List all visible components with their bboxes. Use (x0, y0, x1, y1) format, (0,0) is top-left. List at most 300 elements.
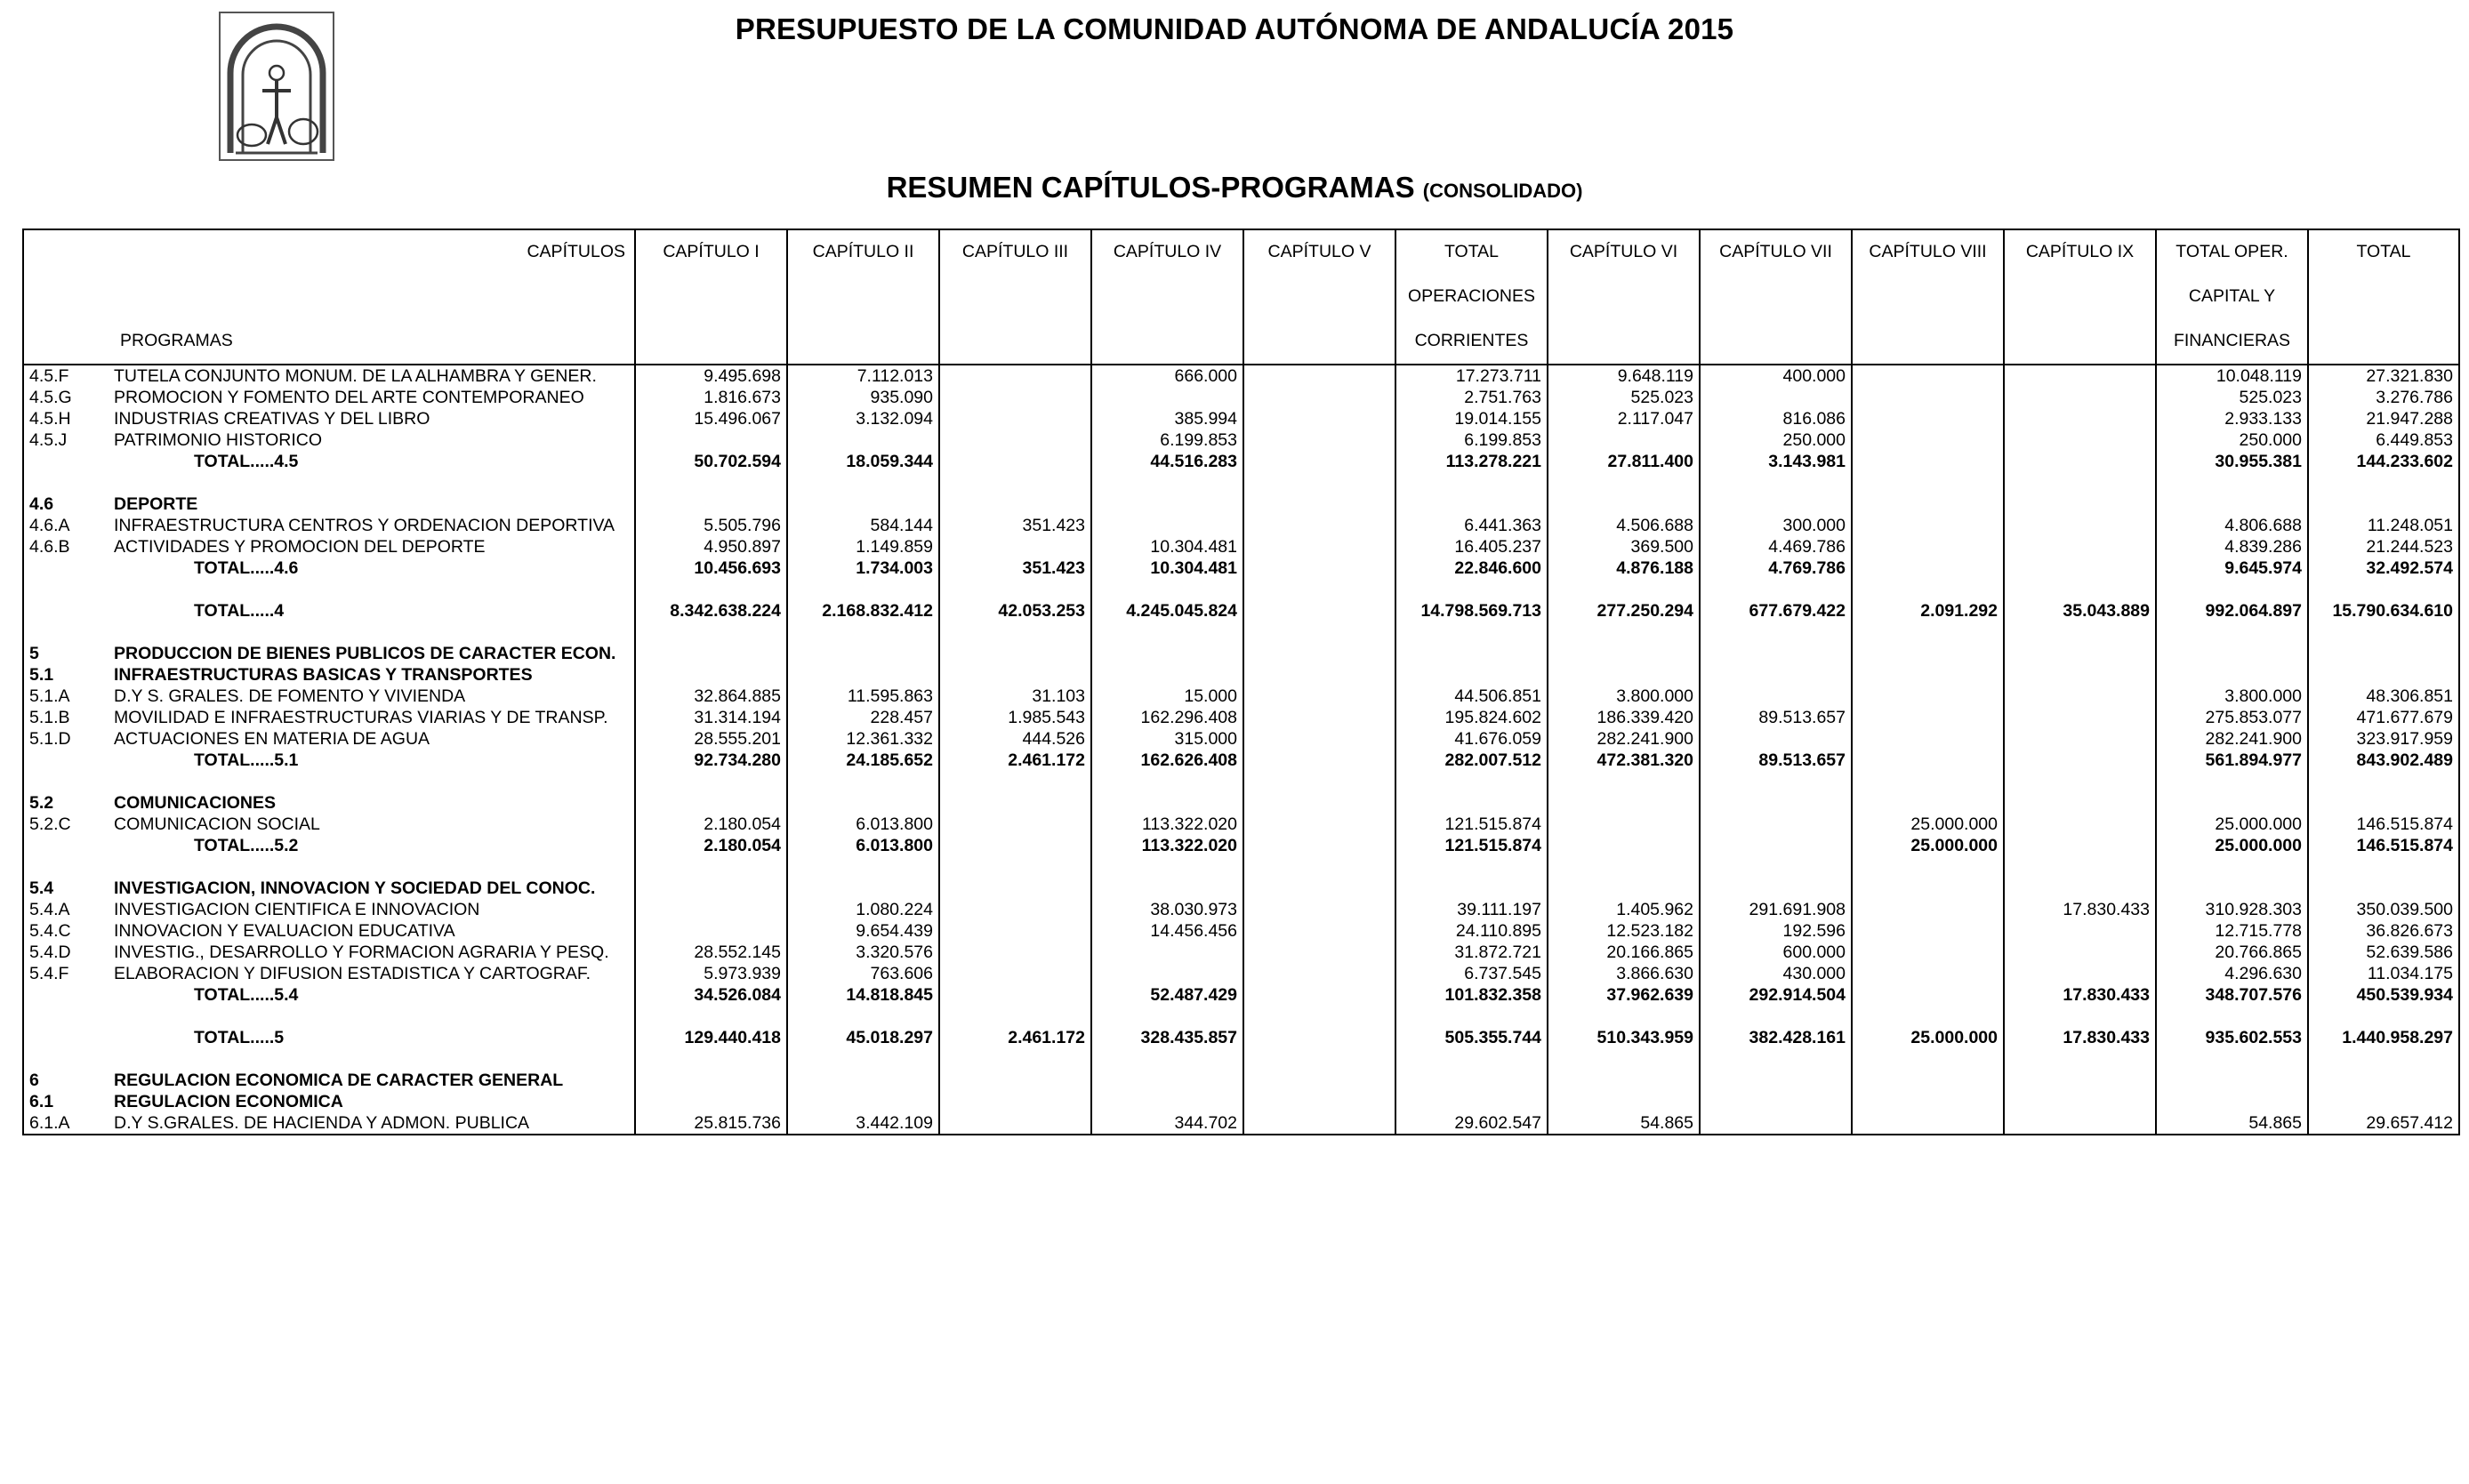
amount-cell (2004, 493, 2156, 515)
amount-cell (1548, 643, 1700, 664)
program-description: TOTAL.....5 (114, 1027, 635, 1048)
amount-cell (1548, 1091, 1700, 1112)
amount-cell (1852, 963, 2004, 984)
amount-cell: 348.707.576 (2156, 984, 2308, 1006)
empty-cell (1548, 472, 1700, 493)
amount-cell (1243, 493, 1395, 515)
col-header: CAPÍTULO II (787, 229, 939, 365)
program-description: TOTAL.....4.6 (114, 558, 635, 579)
amount-cell: 4.806.688 (2156, 515, 2308, 536)
program-code: 5 (23, 643, 114, 664)
amount-cell: 677.679.422 (1700, 600, 1852, 622)
amount-cell: 10.304.481 (1091, 536, 1243, 558)
amount-cell (787, 792, 939, 814)
amount-cell (1243, 835, 1395, 856)
amount-cell: 8.342.638.224 (635, 600, 787, 622)
empty-cell (1700, 472, 1852, 493)
empty-cell (2004, 622, 2156, 643)
empty-cell (1852, 579, 2004, 600)
empty-cell (939, 472, 1091, 493)
empty-cell (1395, 579, 1548, 600)
empty-cell (1852, 1048, 2004, 1070)
amount-cell (635, 920, 787, 942)
amount-cell (1548, 878, 1700, 899)
amount-cell (1852, 429, 2004, 451)
amount-cell (939, 387, 1091, 408)
amount-cell: 3.800.000 (1548, 686, 1700, 707)
amount-cell (635, 1091, 787, 1112)
amount-cell: 450.539.934 (2308, 984, 2459, 1006)
amount-cell: 10.048.119 (2156, 365, 2308, 387)
empty-cell (1395, 1006, 1548, 1027)
amount-cell (1700, 493, 1852, 515)
total-row (23, 750, 2459, 771)
amount-cell (1091, 643, 1243, 664)
amount-cell: 25.000.000 (1852, 1027, 2004, 1048)
program-code: 6.1.A (23, 1112, 114, 1135)
empty-cell (939, 1048, 1091, 1070)
amount-cell (1852, 515, 2004, 536)
amount-cell (1243, 1112, 1395, 1135)
amount-cell (1243, 536, 1395, 558)
empty-cell (1395, 622, 1548, 643)
amount-cell (2308, 1091, 2459, 1112)
col-header: CAPÍTULO IV (1091, 229, 1243, 365)
program-row (23, 686, 2459, 707)
empty-cell (114, 579, 635, 600)
amount-cell (2004, 814, 2156, 835)
amount-cell: 351.423 (939, 558, 1091, 579)
program-code (23, 750, 114, 771)
empty-cell (114, 856, 635, 878)
amount-cell: 5.973.939 (635, 963, 787, 984)
amount-cell: 41.676.059 (1395, 728, 1548, 750)
amount-cell (635, 493, 787, 515)
total-row (23, 984, 2459, 1006)
amount-cell (1700, 835, 1852, 856)
empty-cell (635, 856, 787, 878)
amount-cell: 162.626.408 (1091, 750, 1243, 771)
empty-cell (2308, 1048, 2459, 1070)
empty-cell (939, 622, 1091, 643)
program-code: 5.1 (23, 664, 114, 686)
program-row (23, 707, 2459, 728)
empty-cell (2156, 1048, 2308, 1070)
amount-cell: 44.516.283 (1091, 451, 1243, 472)
program-code: 5.1.A (23, 686, 114, 707)
amount-cell (1548, 1070, 1700, 1091)
table-body (23, 365, 2459, 1135)
amount-cell (1852, 878, 2004, 899)
amount-cell: 15.790.634.610 (2308, 600, 2459, 622)
amount-cell (939, 792, 1091, 814)
amount-cell (1700, 792, 1852, 814)
empty-cell (1548, 1048, 1700, 1070)
amount-cell (1243, 1070, 1395, 1091)
amount-cell: 34.526.084 (635, 984, 787, 1006)
document-subtitle (0, 171, 2469, 205)
amount-cell: 3.442.109 (787, 1112, 939, 1135)
empty-cell (1852, 622, 2004, 643)
empty-cell (2004, 472, 2156, 493)
program-description: REGULACION ECONOMICA DE CARACTER GENERAL (114, 1070, 635, 1091)
program-description: INVESTIGACION, INNOVACION Y SOCIEDAD DEL CONOC. (114, 878, 635, 899)
amount-cell: 510.343.959 (1548, 1027, 1700, 1048)
program-row (23, 814, 2459, 835)
program-code: 5.4.F (23, 963, 114, 984)
table-header (23, 229, 2459, 365)
amount-cell (787, 643, 939, 664)
amount-cell (2004, 920, 2156, 942)
amount-cell (2004, 451, 2156, 472)
amount-cell: 54.865 (2156, 1112, 2308, 1135)
amount-cell: 32.492.574 (2308, 558, 2459, 579)
amount-cell: 310.928.303 (2156, 899, 2308, 920)
program-row (23, 536, 2459, 558)
program-code: 4.5.H (23, 408, 114, 429)
empty-cell (2004, 771, 2156, 792)
empty-cell (1243, 856, 1395, 878)
amount-cell (1395, 493, 1548, 515)
amount-cell (1700, 1091, 1852, 1112)
amount-cell (1852, 899, 2004, 920)
col-header: CAPÍTULO VI (1548, 229, 1700, 365)
header-labels-cell (23, 229, 635, 365)
amount-cell: 121.515.874 (1395, 835, 1548, 856)
amount-cell (1700, 387, 1852, 408)
program-code: 5.4.D (23, 942, 114, 963)
amount-cell (1700, 1070, 1852, 1091)
amount-cell: 14.456.456 (1091, 920, 1243, 942)
amount-cell: 350.039.500 (2308, 899, 2459, 920)
amount-cell: 18.059.344 (787, 451, 939, 472)
amount-cell: 54.865 (1548, 1112, 1700, 1135)
program-code: 6.1 (23, 1091, 114, 1112)
empty-cell (787, 856, 939, 878)
program-row (23, 899, 2459, 920)
amount-cell: 28.552.145 (635, 942, 787, 963)
amount-cell (1243, 878, 1395, 899)
empty-cell (2004, 856, 2156, 878)
amount-cell (1243, 408, 1395, 429)
amount-cell: 6.013.800 (787, 835, 939, 856)
amount-cell: 25.000.000 (1852, 814, 2004, 835)
amount-cell: 382.428.161 (1700, 1027, 1852, 1048)
total-row (23, 451, 2459, 472)
amount-cell: 30.955.381 (2156, 451, 2308, 472)
amount-cell (2004, 558, 2156, 579)
empty-cell (2308, 771, 2459, 792)
empty-cell (1395, 1048, 1548, 1070)
amount-cell: 42.053.253 (939, 600, 1091, 622)
program-row (23, 728, 2459, 750)
amount-cell (939, 920, 1091, 942)
amount-cell: 344.702 (1091, 1112, 1243, 1135)
amount-cell: 292.914.504 (1700, 984, 1852, 1006)
amount-cell (2004, 728, 2156, 750)
amount-cell: 24.185.652 (787, 750, 939, 771)
amount-cell (1852, 942, 2004, 963)
amount-cell: 27.811.400 (1548, 451, 1700, 472)
amount-cell: 15.496.067 (635, 408, 787, 429)
amount-cell: 472.381.320 (1548, 750, 1700, 771)
program-row (23, 387, 2459, 408)
empty-cell (114, 1048, 635, 1070)
amount-cell: 763.606 (787, 963, 939, 984)
empty-cell (2308, 579, 2459, 600)
section-row (23, 664, 2459, 686)
amount-cell (1243, 792, 1395, 814)
program-code: 4.6.B (23, 536, 114, 558)
amount-cell: 22.846.600 (1395, 558, 1548, 579)
amount-cell: 28.555.201 (635, 728, 787, 750)
amount-cell (939, 1112, 1091, 1135)
empty-cell (787, 1048, 939, 1070)
amount-cell: 400.000 (1700, 365, 1852, 387)
amount-cell (2004, 792, 2156, 814)
empty-cell (114, 1006, 635, 1027)
program-code: 5.2.C (23, 814, 114, 835)
program-description: TOTAL.....5.4 (114, 984, 635, 1006)
amount-cell: 89.513.657 (1700, 750, 1852, 771)
col-header: TOTAL (2308, 229, 2459, 365)
program-description: D.Y S.GRALES. DE HACIENDA Y ADMON. PUBLICA (114, 1112, 635, 1135)
amount-cell: 2.117.047 (1548, 408, 1700, 429)
empty-cell (1395, 771, 1548, 792)
program-code: 5.2 (23, 792, 114, 814)
amount-cell: 3.320.576 (787, 942, 939, 963)
amount-cell: 4.296.630 (2156, 963, 2308, 984)
amount-cell: 282.241.900 (2156, 728, 2308, 750)
amount-cell: 31.314.194 (635, 707, 787, 728)
amount-cell (1243, 814, 1395, 835)
amount-cell (1852, 451, 2004, 472)
empty-cell (23, 856, 114, 878)
amount-cell (939, 643, 1091, 664)
empty-cell (1243, 1006, 1395, 1027)
amount-cell (1852, 750, 2004, 771)
amount-cell: 10.456.693 (635, 558, 787, 579)
amount-cell (1091, 1091, 1243, 1112)
amount-cell: 146.515.874 (2308, 835, 2459, 856)
amount-cell (2156, 643, 2308, 664)
amount-cell (1243, 643, 1395, 664)
amount-cell (1091, 1070, 1243, 1091)
amount-cell (1243, 963, 1395, 984)
empty-cell (1091, 771, 1243, 792)
amount-cell: 1.985.543 (939, 707, 1091, 728)
amount-cell (2004, 365, 2156, 387)
amount-cell (1548, 493, 1700, 515)
amount-cell (1395, 878, 1548, 899)
empty-cell (1852, 771, 2004, 792)
amount-cell (1852, 728, 2004, 750)
program-description: PROMOCION Y FOMENTO DEL ARTE CONTEMPORANEO (114, 387, 635, 408)
amount-cell (635, 1070, 787, 1091)
program-row (23, 963, 2459, 984)
empty-cell (1395, 472, 1548, 493)
empty-cell (1548, 1006, 1700, 1027)
empty-cell (787, 579, 939, 600)
program-description: PATRIMONIO HISTORICO (114, 429, 635, 451)
amount-cell: 935.090 (787, 387, 939, 408)
amount-cell (1243, 1027, 1395, 1048)
program-description: INFRAESTRUCTURAS BASICAS Y TRANSPORTES (114, 664, 635, 686)
empty-cell (1091, 622, 1243, 643)
amount-cell (1243, 920, 1395, 942)
empty-cell (1700, 579, 1852, 600)
amount-cell (1852, 1091, 2004, 1112)
amount-cell (1091, 878, 1243, 899)
amount-cell (939, 814, 1091, 835)
empty-cell (2156, 579, 2308, 600)
amount-cell: 291.691.908 (1700, 899, 1852, 920)
budget-table (22, 229, 2460, 1135)
amount-cell (635, 899, 787, 920)
amount-cell: 328.435.857 (1091, 1027, 1243, 1048)
amount-cell: 52.639.586 (2308, 942, 2459, 963)
amount-cell (1091, 664, 1243, 686)
amount-cell: 2.180.054 (635, 835, 787, 856)
spacer-row (23, 472, 2459, 493)
col-header: TOTAL OPER. CAPITAL Y FINANCIERAS (2156, 229, 2308, 365)
amount-cell: 9.654.439 (787, 920, 939, 942)
empty-cell (1700, 1048, 1852, 1070)
amount-cell: 228.457 (787, 707, 939, 728)
program-description: TOTAL.....5.1 (114, 750, 635, 771)
empty-cell (2156, 622, 2308, 643)
amount-cell: 12.715.778 (2156, 920, 2308, 942)
amount-cell (1091, 942, 1243, 963)
amount-cell: 2.933.133 (2156, 408, 2308, 429)
empty-cell (2156, 472, 2308, 493)
empty-cell (2156, 856, 2308, 878)
amount-cell (939, 493, 1091, 515)
amount-cell (1243, 1091, 1395, 1112)
amount-cell: 277.250.294 (1548, 600, 1700, 622)
amount-cell (2004, 536, 2156, 558)
amount-cell: 369.500 (1548, 536, 1700, 558)
amount-cell (1243, 365, 1395, 387)
program-row (23, 920, 2459, 942)
amount-cell: 6.013.800 (787, 814, 939, 835)
amount-cell (1548, 814, 1700, 835)
program-description: DEPORTE (114, 493, 635, 515)
amount-cell: 14.818.845 (787, 984, 939, 1006)
empty-cell (939, 856, 1091, 878)
amount-cell: 14.798.569.713 (1395, 600, 1548, 622)
program-code: 4.5.G (23, 387, 114, 408)
amount-cell (1852, 920, 2004, 942)
amount-cell: 113.322.020 (1091, 814, 1243, 835)
amount-cell: 17.273.711 (1395, 365, 1548, 387)
col-header: CAPÍTULO III (939, 229, 1091, 365)
program-description: ELABORACION Y DIFUSION ESTADISTICA Y CARTOGRAF. (114, 963, 635, 984)
amount-cell: 935.602.553 (2156, 1027, 2308, 1048)
amount-cell (2004, 686, 2156, 707)
amount-cell (635, 643, 787, 664)
program-description: ACTIVIDADES Y PROMOCION DEL DEPORTE (114, 536, 635, 558)
amount-cell (2308, 664, 2459, 686)
empty-cell (23, 1048, 114, 1070)
empty-cell (635, 1048, 787, 1070)
amount-cell (2004, 1112, 2156, 1135)
amount-cell (939, 984, 1091, 1006)
amount-cell (2004, 942, 2156, 963)
amount-cell (939, 451, 1091, 472)
amount-cell (2308, 1070, 2459, 1091)
amount-cell (1243, 600, 1395, 622)
amount-cell: 25.000.000 (2156, 814, 2308, 835)
program-code (23, 600, 114, 622)
program-description: INDUSTRIAS CREATIVAS Y DEL LIBRO (114, 408, 635, 429)
amount-cell: 584.144 (787, 515, 939, 536)
amount-cell: 2.461.172 (939, 750, 1091, 771)
amount-cell: 20.166.865 (1548, 942, 1700, 963)
amount-cell (1548, 835, 1700, 856)
amount-cell: 9.645.974 (2156, 558, 2308, 579)
amount-cell (1852, 1070, 2004, 1091)
amount-cell: 129.440.418 (635, 1027, 787, 1048)
amount-cell: 1.734.003 (787, 558, 939, 579)
section-row (23, 1070, 2459, 1091)
amount-cell: 11.595.863 (787, 686, 939, 707)
program-code: 4.6 (23, 493, 114, 515)
amount-cell: 323.917.959 (2308, 728, 2459, 750)
program-description: INFRAESTRUCTURA CENTROS Y ORDENACION DEPORTIVA (114, 515, 635, 536)
program-description: COMUNICACION SOCIAL (114, 814, 635, 835)
amount-cell: 3.800.000 (2156, 686, 2308, 707)
amount-cell: 2.091.292 (1852, 600, 2004, 622)
amount-cell: 21.947.288 (2308, 408, 2459, 429)
amount-cell (1852, 408, 2004, 429)
amount-cell (1700, 686, 1852, 707)
col-header: TOTAL OPERACIONES CORRIENTES (1395, 229, 1548, 365)
empty-cell (787, 472, 939, 493)
amount-cell: 12.361.332 (787, 728, 939, 750)
amount-cell (939, 1070, 1091, 1091)
empty-cell (1243, 771, 1395, 792)
amount-cell (1091, 792, 1243, 814)
program-description: TUTELA CONJUNTO MONUM. DE LA ALHAMBRA Y GENER. (114, 365, 635, 387)
section-row (23, 1091, 2459, 1112)
amount-cell (1700, 728, 1852, 750)
program-row (23, 515, 2459, 536)
empty-cell (1852, 1006, 2004, 1027)
amount-cell (939, 536, 1091, 558)
empty-cell (939, 579, 1091, 600)
amount-cell (2004, 878, 2156, 899)
program-row (23, 408, 2459, 429)
amount-cell: 1.440.958.297 (2308, 1027, 2459, 1048)
amount-cell (1243, 750, 1395, 771)
amount-cell: 186.339.420 (1548, 707, 1700, 728)
col-header: CAPÍTULO VIII (1852, 229, 2004, 365)
amount-cell: 444.526 (939, 728, 1091, 750)
empty-cell (23, 472, 114, 493)
empty-cell (1700, 771, 1852, 792)
amount-cell (2004, 515, 2156, 536)
amount-cell (1548, 664, 1700, 686)
amount-cell: 25.000.000 (1852, 835, 2004, 856)
amount-cell (1243, 707, 1395, 728)
amount-cell: 385.994 (1091, 408, 1243, 429)
empty-cell (1548, 579, 1700, 600)
empty-cell (1091, 1006, 1243, 1027)
amount-cell: 275.853.077 (2156, 707, 2308, 728)
subtitle-small: (CONSOLIDADO) (1422, 180, 1583, 202)
amount-cell (1548, 792, 1700, 814)
